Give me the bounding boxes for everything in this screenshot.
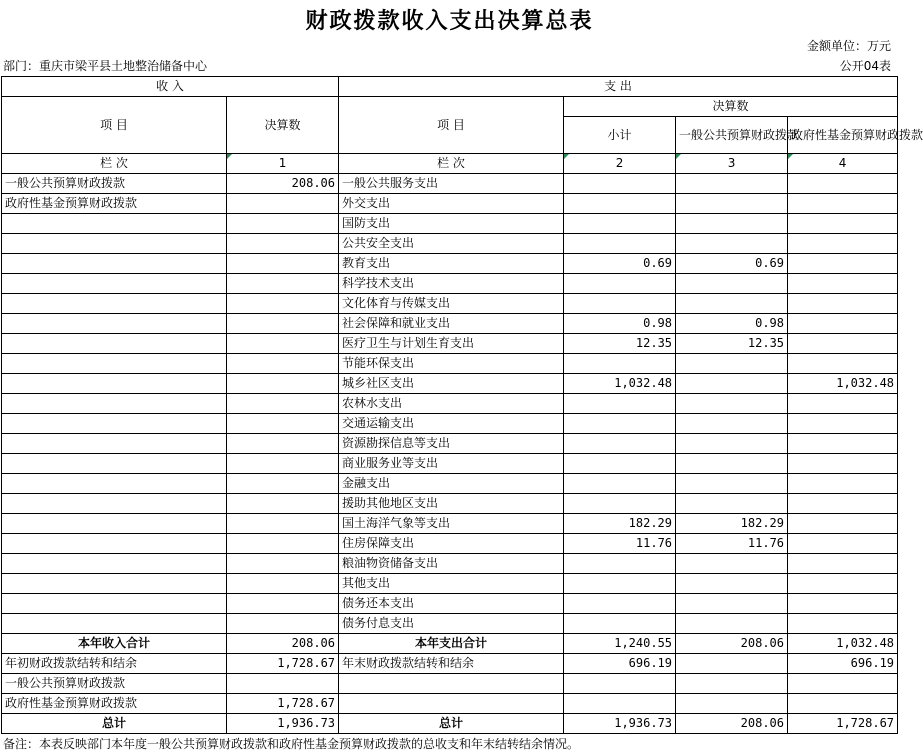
table-row <box>2 174 898 194</box>
income-item <box>2 334 227 354</box>
empty-cell <box>339 674 564 694</box>
expense-general <box>676 274 788 294</box>
expense-general <box>676 554 788 574</box>
expense-fund: 1,032.48 <box>788 374 898 394</box>
expense-header: 支 出 <box>339 77 898 97</box>
income-amount <box>227 394 339 414</box>
expense-item: 商业服务业等支出 <box>339 454 564 474</box>
expense-general <box>676 194 788 214</box>
table-row <box>2 314 898 334</box>
end-balance-fund: 696.19 <box>788 654 898 674</box>
income-amount <box>227 354 339 374</box>
form-code: 公开04表 <box>839 59 891 73</box>
income-amount <box>227 434 339 454</box>
expense-item: 外交支出 <box>339 194 564 214</box>
table-row <box>2 454 898 474</box>
expense-fund <box>788 514 898 534</box>
department-label: 部门：重庆市梁平县土地整治储备中心 <box>3 59 208 73</box>
expense-item: 援助其他地区支出 <box>339 494 564 514</box>
col-number-2: 2 <box>564 154 676 174</box>
expense-item: 国土海洋气象等支出 <box>339 514 564 534</box>
income-amount <box>227 334 339 354</box>
empty-cell <box>564 694 676 714</box>
table-row <box>2 294 898 314</box>
year-income-amount: 208.06 <box>227 634 339 654</box>
expense-fund <box>788 494 898 514</box>
income-item <box>2 574 227 594</box>
income-amount <box>227 514 339 534</box>
expense-subtotal <box>564 294 676 314</box>
total-expense-subtotal: 1,936.73 <box>564 714 676 734</box>
expense-fund <box>788 214 898 234</box>
expense-subtotal <box>564 454 676 474</box>
income-header: 收 入 <box>2 77 339 97</box>
expense-general: 0.98 <box>676 314 788 334</box>
total-income-label: 总计 <box>2 714 227 734</box>
expense-item: 医疗卫生与计划生育支出 <box>339 334 564 354</box>
table-row <box>2 394 898 414</box>
expense-subtotal <box>564 474 676 494</box>
expense-fund <box>788 194 898 214</box>
income-item: 一般公共预算财政拨款 <box>2 174 227 194</box>
table-row <box>2 594 898 614</box>
expense-item: 教育支出 <box>339 254 564 274</box>
expense-fund <box>788 434 898 454</box>
expense-subtotal <box>564 594 676 614</box>
income-amount <box>227 594 339 614</box>
expense-fund <box>788 354 898 374</box>
table-row <box>2 374 898 394</box>
empty-cell <box>339 694 564 714</box>
table-row <box>2 534 898 554</box>
income-item <box>2 474 227 494</box>
expense-subtotal <box>564 234 676 254</box>
income-amount: 208.06 <box>227 174 339 194</box>
gov-fund-header: 政府性基金预算财政拨款 <box>788 117 898 154</box>
expense-subtotal: 0.98 <box>564 314 676 334</box>
expense-item: 文化体育与传媒支出 <box>339 294 564 314</box>
expense-general <box>676 234 788 254</box>
income-amount <box>227 454 339 474</box>
expense-general <box>676 614 788 634</box>
row-label-cell: 栏 次 <box>2 154 227 174</box>
begin-balance-amount: 1,728.67 <box>227 654 339 674</box>
expense-item: 其他支出 <box>339 574 564 594</box>
expense-fund <box>788 574 898 594</box>
expense-item-header: 项 目 <box>339 97 564 154</box>
expense-item: 科学技术支出 <box>339 274 564 294</box>
income-item <box>2 534 227 554</box>
income-item <box>2 274 227 294</box>
expense-general <box>676 574 788 594</box>
table-row <box>2 334 898 354</box>
expense-subtotal <box>564 574 676 594</box>
table-row <box>2 474 898 494</box>
expense-subtotal: 1,032.48 <box>564 374 676 394</box>
expense-general <box>676 474 788 494</box>
income-item <box>2 614 227 634</box>
table-row <box>2 434 898 454</box>
amount-unit: 金额单位：万元 <box>806 39 891 53</box>
table-row <box>2 574 898 594</box>
income-item <box>2 514 227 534</box>
expense-subtotal <box>564 194 676 214</box>
expense-general <box>676 594 788 614</box>
expense-item: 城乡社区支出 <box>339 374 564 394</box>
income-amount <box>227 254 339 274</box>
empty-cell <box>676 694 788 714</box>
table-row <box>2 414 898 434</box>
expense-general: 0.69 <box>676 254 788 274</box>
expense-general <box>676 494 788 514</box>
expense-fund <box>788 234 898 254</box>
total-expense-label: 总计 <box>339 714 564 734</box>
total-expense-fund: 1,728.67 <box>788 714 898 734</box>
expense-subtotal: 11.76 <box>564 534 676 554</box>
expense-item: 资源勘探信息等支出 <box>339 434 564 454</box>
expense-fund <box>788 414 898 434</box>
expense-general: 11.76 <box>676 534 788 554</box>
expense-fund <box>788 474 898 494</box>
end-balance-label: 年末财政拨款结转和结余 <box>339 654 564 674</box>
table-row <box>2 494 898 514</box>
expense-fund <box>788 614 898 634</box>
expense-general <box>676 454 788 474</box>
expense-item: 节能环保支出 <box>339 354 564 374</box>
expense-fund <box>788 554 898 574</box>
expense-item: 粮油物资储备支出 <box>339 554 564 574</box>
col-number-4: 4 <box>788 154 898 174</box>
income-amount <box>227 614 339 634</box>
income-item: 政府性基金预算财政拨款 <box>2 194 227 214</box>
subtotal-header: 小计 <box>564 117 676 154</box>
expense-fund <box>788 294 898 314</box>
expense-item: 交通运输支出 <box>339 414 564 434</box>
begin-balance-label: 年初财政拨款结转和结余 <box>2 654 227 674</box>
expense-subtotal <box>564 174 676 194</box>
general-budget-header: 一般公共预算财政拨款 <box>676 117 788 154</box>
col-number-1: 1 <box>227 154 339 174</box>
empty-cell <box>676 674 788 694</box>
income-item <box>2 294 227 314</box>
expense-subtotal <box>564 414 676 434</box>
expense-item: 金融支出 <box>339 474 564 494</box>
income-amount <box>227 494 339 514</box>
expense-item: 社会保障和就业支出 <box>339 314 564 334</box>
income-item <box>2 434 227 454</box>
expense-general: 182.29 <box>676 514 788 534</box>
expense-fund <box>788 394 898 414</box>
expense-fund <box>788 254 898 274</box>
income-amount-header: 决算数 <box>227 97 339 154</box>
income-item <box>2 594 227 614</box>
expense-subtotal: 0.69 <box>564 254 676 274</box>
begin-fund-amount: 1,728.67 <box>227 694 339 714</box>
income-item <box>2 234 227 254</box>
expense-fund <box>788 274 898 294</box>
table-row <box>2 614 898 634</box>
income-amount <box>227 274 339 294</box>
income-item <box>2 454 227 474</box>
income-amount <box>227 554 339 574</box>
income-amount <box>227 214 339 234</box>
expense-subtotal <box>564 554 676 574</box>
table-row <box>2 514 898 534</box>
empty-cell <box>788 694 898 714</box>
income-amount <box>227 534 339 554</box>
table-row <box>2 194 898 214</box>
total-expense-general: 208.06 <box>676 714 788 734</box>
expense-fund <box>788 534 898 554</box>
expense-fund <box>788 334 898 354</box>
final-amount-group-header: 决算数 <box>564 97 898 117</box>
expense-general: 12.35 <box>676 334 788 354</box>
table-row <box>2 554 898 574</box>
expense-subtotal <box>564 354 676 374</box>
income-item <box>2 354 227 374</box>
year-expense-subtotal: 1,240.55 <box>564 634 676 654</box>
expense-subtotal: 12.35 <box>564 334 676 354</box>
income-amount <box>227 414 339 434</box>
end-balance-general <box>676 654 788 674</box>
expense-subtotal <box>564 274 676 294</box>
expense-general <box>676 414 788 434</box>
begin-general-label: 一般公共预算财政拨款 <box>2 674 227 694</box>
budget-table <box>1 76 923 734</box>
expense-subtotal <box>564 394 676 414</box>
expense-item: 公共安全支出 <box>339 234 564 254</box>
begin-fund-label: 政府性基金预算财政拨款 <box>2 694 227 714</box>
table-row <box>2 254 898 274</box>
income-amount <box>227 574 339 594</box>
total-income-amount: 1,936.73 <box>227 714 339 734</box>
expense-subtotal: 182.29 <box>564 514 676 534</box>
expense-item: 债务还本支出 <box>339 594 564 614</box>
begin-general-amount <box>227 674 339 694</box>
income-item <box>2 394 227 414</box>
income-amount <box>227 314 339 334</box>
expense-subtotal <box>564 494 676 514</box>
year-income-label: 本年收入合计 <box>2 634 227 654</box>
expense-subtotal <box>564 614 676 634</box>
end-balance-subtotal: 696.19 <box>564 654 676 674</box>
income-item <box>2 254 227 274</box>
expense-subtotal <box>564 214 676 234</box>
row-label-cell: 栏 次 <box>339 154 564 174</box>
income-item <box>2 414 227 434</box>
income-amount <box>227 374 339 394</box>
expense-general <box>676 174 788 194</box>
year-expense-general: 208.06 <box>676 634 788 654</box>
expense-item: 国防支出 <box>339 214 564 234</box>
expense-general <box>676 374 788 394</box>
table-row <box>2 354 898 374</box>
expense-item: 债务付息支出 <box>339 614 564 634</box>
expense-item: 住房保障支出 <box>339 534 564 554</box>
table-row <box>2 274 898 294</box>
expense-general <box>676 394 788 414</box>
income-item <box>2 374 227 394</box>
footnote: 备注：本表反映部门本年度一般公共预算财政拨款和政府性基金预算财政拨款的总收支和年末结转结余情况。 <box>3 737 580 751</box>
expense-subtotal <box>564 434 676 454</box>
table-row <box>2 214 898 234</box>
expense-item: 农林水支出 <box>339 394 564 414</box>
income-item <box>2 494 227 514</box>
income-item-header: 项 目 <box>2 97 227 154</box>
col-number-3: 3 <box>676 154 788 174</box>
expense-fund <box>788 314 898 334</box>
income-amount <box>227 294 339 314</box>
expense-fund <box>788 594 898 614</box>
expense-fund <box>788 174 898 194</box>
income-item <box>2 314 227 334</box>
expense-fund <box>788 454 898 474</box>
page-title: 财政拨款收入支出决算总表 <box>305 8 594 34</box>
income-amount <box>227 474 339 494</box>
expense-general <box>676 294 788 314</box>
empty-cell <box>564 674 676 694</box>
year-expense-fund: 1,032.48 <box>788 634 898 654</box>
year-expense-label: 本年支出合计 <box>339 634 564 654</box>
income-amount <box>227 194 339 214</box>
income-amount <box>227 234 339 254</box>
expense-general <box>676 354 788 374</box>
expense-general <box>676 434 788 454</box>
empty-cell <box>788 674 898 694</box>
expense-item: 一般公共服务支出 <box>339 174 564 194</box>
table-row <box>2 234 898 254</box>
expense-general <box>676 214 788 234</box>
income-item <box>2 214 227 234</box>
income-item <box>2 554 227 574</box>
